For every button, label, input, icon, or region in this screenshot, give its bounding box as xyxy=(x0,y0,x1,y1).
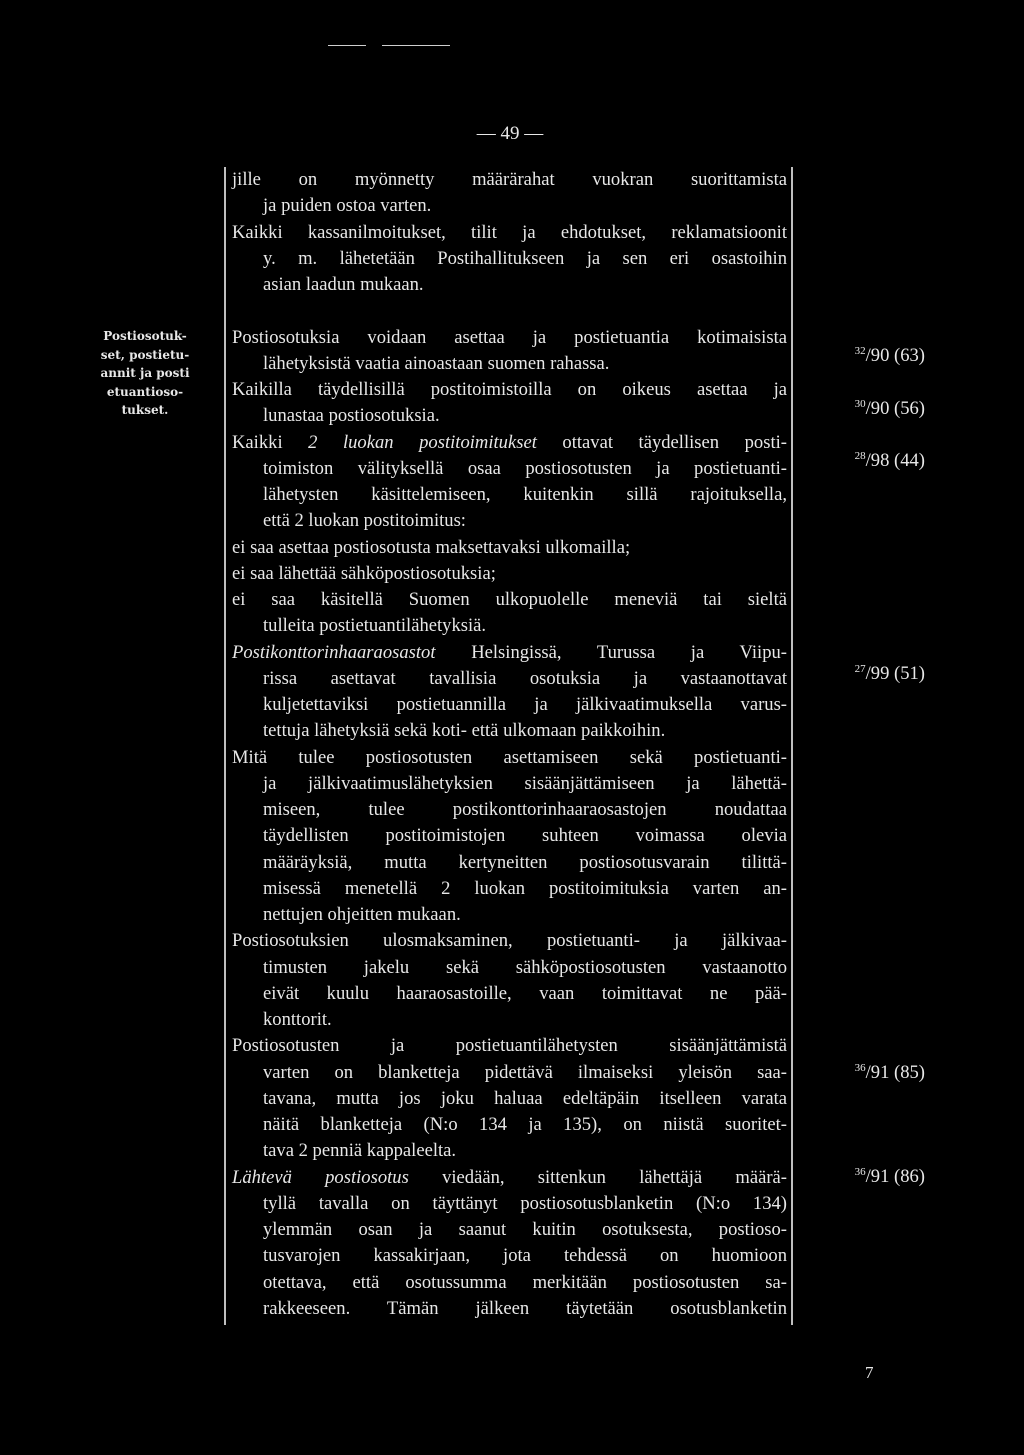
text-span: konttorit. xyxy=(263,1009,332,1030)
text-line xyxy=(232,1270,787,1296)
text-span: timusten jakelu sekä sähköpostiosotusten vastaanotto xyxy=(263,956,787,978)
reference-note xyxy=(805,398,925,420)
text-span: näitä blanketteja (N:o 134 ja 135), on niistä suoritet- xyxy=(263,1114,787,1135)
text-span: tettuja lähetyksiä sekä koti- että ulkomaan paikkoihin. xyxy=(263,720,666,742)
text-line xyxy=(232,1007,787,1033)
text-line xyxy=(232,272,787,298)
text-line xyxy=(232,1060,787,1086)
text-line xyxy=(232,535,787,561)
text-line xyxy=(232,955,787,981)
text-span: Kaikki xyxy=(232,431,309,453)
reference-day: 36 xyxy=(854,1166,866,1178)
text-line xyxy=(232,666,787,692)
text-span: Postiosotuksien ulosmaksaminen, postietuanti- ja jälkivaa- xyxy=(232,930,787,952)
text-line xyxy=(232,193,787,219)
text-span: nettujen ohjeitten mukaan. xyxy=(263,904,461,925)
italic-term: 2 luokan postitoimitukset xyxy=(308,431,537,453)
italic-term: Postikonttorinhaaraosastot xyxy=(232,641,436,663)
text-span: tava 2 penniä kappaleelta. xyxy=(263,1140,457,1162)
text-span: jille on myönnetty määrärahat vuokran suorittamista xyxy=(232,169,787,190)
top-rule-left xyxy=(328,45,366,46)
text-line xyxy=(232,377,787,403)
text-line xyxy=(232,1138,787,1164)
text-line xyxy=(232,928,787,954)
text-span: kuljetettaviksi postietuannilla ja jälkivaatimuksella varus- xyxy=(263,694,787,715)
top-rule-right xyxy=(382,45,450,46)
text-line xyxy=(232,1217,787,1243)
text-line xyxy=(232,613,787,639)
reference-day: 36 xyxy=(854,1062,866,1074)
text-span: misessä menetellä 2 luokan postitoimituksia varten an- xyxy=(263,877,787,899)
text-span: miseen, tulee postikonttorinhaaraosastojen noudattaa xyxy=(263,799,787,820)
text-line xyxy=(232,876,787,902)
text-line xyxy=(232,1086,787,1112)
text-line xyxy=(232,351,787,377)
text-line xyxy=(232,508,787,534)
text-span: Postiosotuksia voidaan asettaa ja postietuantia kotimaisista xyxy=(232,326,787,348)
margin-note xyxy=(84,327,206,420)
text-span: ottavat täydellisen posti- xyxy=(536,431,787,453)
text-line xyxy=(232,403,787,429)
text-line xyxy=(232,430,787,456)
text-span: Kaikki kassanilmoitukset, tilit ja ehdotukset, reklamatsioonit xyxy=(232,221,787,243)
text-line xyxy=(232,1296,787,1322)
margin-note-line: set, postietu- xyxy=(100,347,190,362)
margin-note-line: etuantioso- xyxy=(106,384,184,399)
text-span: Mitä tulee postiosotusten asettamiseen sekä postietuanti- xyxy=(232,746,787,768)
text-span: ei saa lähettää sähköpostiosotuksia; xyxy=(232,562,496,584)
text-span: määräyksiä, mutta kertyneitten postiosotusvarain tilittä- xyxy=(263,851,787,873)
text-line xyxy=(232,692,787,718)
right-column-rule xyxy=(791,167,793,1325)
text-line xyxy=(232,718,787,744)
text-line xyxy=(232,902,787,928)
reference-text: /91 (85) xyxy=(865,1062,925,1084)
margin-note-line: annit ja posti xyxy=(100,366,190,381)
text-line xyxy=(232,1243,787,1269)
footer-page-number: 7 xyxy=(865,1363,874,1382)
text-span: ja jälkivaatimuslähetyksien sisäänjättämiseen ja lähettä- xyxy=(263,772,787,794)
text-line xyxy=(232,482,787,508)
reference-text: /91 (86) xyxy=(865,1166,925,1188)
text-line xyxy=(232,246,787,272)
text-span: rakkeeseen. Tämän jälkeen täytetään osotusblanketin xyxy=(263,1297,787,1319)
text-line xyxy=(232,325,787,351)
reference-text: /98 (44) xyxy=(865,450,925,472)
reference-note xyxy=(805,663,925,685)
text-span: tulleita postietuantilähetyksiä. xyxy=(263,615,487,637)
text-span: että 2 luokan postitoimitus: xyxy=(263,510,466,532)
text-span: lähetysten käsittelemiseen, kuitenkin sillä rajoituksella, xyxy=(263,484,787,505)
text-span: asian laadun mukaan. xyxy=(263,274,424,295)
italic-term: Lähtevä postiosotus xyxy=(232,1166,409,1188)
text-span: ja puiden ostoa varten. xyxy=(263,195,432,217)
text-span: rissa asettavat tavallisia osotuksia ja vastaanottavat xyxy=(263,667,787,689)
text-line xyxy=(232,456,787,482)
text-span: tavana, mutta jos joku haluaa edeltäpäin itselleen varata xyxy=(263,1087,787,1109)
text-span: toimiston välityksellä osaa postiosotusten ja postietuanti- xyxy=(263,457,787,479)
margin-note-line: Postiosotuk- xyxy=(103,329,187,343)
reference-day: 27 xyxy=(854,663,866,675)
text-span: täydellisten postitoimistojen suhteen voimassa olevia xyxy=(263,825,787,847)
text-span: otettava, että osotussumma merkitään postiosotusten sa- xyxy=(263,1271,787,1293)
text-span: ylemmän osan ja saanut kuitin osotuksesta, postioso- xyxy=(263,1219,787,1240)
text-span: tusvarojen kassakirjaan, jota tehdessä on huomioon xyxy=(263,1245,787,1267)
text-line xyxy=(232,587,787,613)
page-number: — 49 — xyxy=(476,123,544,144)
text-line xyxy=(232,797,787,823)
reference-day: 32 xyxy=(854,345,866,357)
text-span: eivät kuulu haaraosastoille, vaan toimittavat ne pää- xyxy=(263,982,787,1004)
text-line xyxy=(232,1112,787,1138)
reference-day: 30 xyxy=(854,398,866,410)
reference-note xyxy=(805,1166,925,1188)
text-line xyxy=(232,1191,787,1217)
text-span: lunastaa postiosotuksia. xyxy=(263,405,440,427)
text-span: y. m. lähetetään Postihallitukseen ja sen eri osastoihin xyxy=(263,247,787,269)
text-span: viedään, sittenkun lähettäjä määrä- xyxy=(408,1166,788,1188)
margin-note-line: tukset. xyxy=(121,403,169,418)
text-line xyxy=(232,1033,787,1059)
text-line xyxy=(232,981,787,1007)
reference-note xyxy=(805,345,925,367)
text-span: ei saa käsitellä Suomen ulkopuolelle meneviä tai sieltä xyxy=(232,589,787,610)
text-span: ei saa asettaa postiosotusta maksettavaksi ulkomailla; xyxy=(232,536,631,558)
text-line xyxy=(232,220,787,246)
text-span: lähetyksistä vaatia ainoastaan suomen rahassa. xyxy=(263,352,610,374)
text-line xyxy=(232,167,787,193)
text-span: Kaikilla täydellisillä postitoimistoilla on oikeus asettaa ja xyxy=(232,379,787,400)
text-line xyxy=(232,1165,787,1191)
reference-text: /99 (51) xyxy=(865,663,925,685)
reference-text: /90 (56) xyxy=(865,398,925,420)
text-line xyxy=(232,640,787,666)
text-span: Helsingissä, Turussa ja Viipu- xyxy=(435,641,787,663)
text-line xyxy=(232,298,787,324)
text-span: Postiosotusten ja postietuantilähetysten sisäänjättämistä xyxy=(232,1035,787,1057)
text-span: varten on blanketteja pidettävä ilmaiseksi yleisön saa- xyxy=(263,1061,787,1083)
text-span: tyllä tavalla on täyttänyt postiosotusblanketin (N:o 134) xyxy=(263,1192,787,1214)
text-line xyxy=(232,823,787,849)
text-line xyxy=(232,745,787,771)
text-line xyxy=(232,771,787,797)
text-line xyxy=(232,850,787,876)
reference-day: 28 xyxy=(854,450,866,462)
reference-note xyxy=(805,1062,925,1084)
left-column-rule xyxy=(224,167,226,1325)
reference-text: /90 (63) xyxy=(865,345,925,367)
body-text xyxy=(232,167,787,1322)
reference-note xyxy=(805,450,925,472)
text-line xyxy=(232,561,787,587)
